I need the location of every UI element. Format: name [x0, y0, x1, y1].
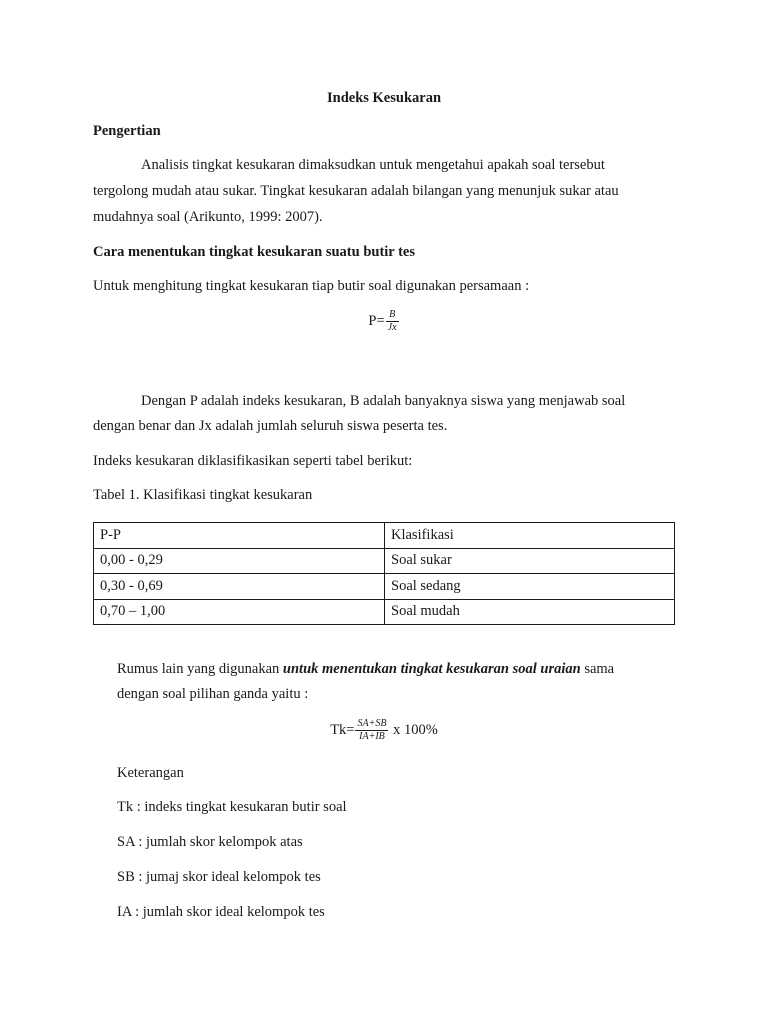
paragraph-line: dengan benar dan Jx adalah jumlah seluruh siswa peserta tes.: [93, 418, 448, 434]
fraction: [355, 719, 388, 742]
keterangan-item: SB : jumaj skor ideal kelompok tes: [117, 869, 321, 885]
keterangan-label: Keterangan: [117, 765, 184, 781]
fraction-denominator: Jx: [387, 322, 397, 333]
table-row: [94, 574, 675, 600]
paragraph-line: mudahnya soal (Arikunto, 1999: 2007).: [93, 209, 323, 225]
table-cell: Soal sukar: [385, 548, 675, 574]
formula-p: [0, 310, 768, 333]
page-title: Indeks Kesukaran: [326, 90, 442, 106]
formula-lhs: Tk=: [330, 721, 355, 738]
keterangan-item: IA : jumlah skor ideal kelompok tes: [117, 904, 325, 920]
fraction: [386, 310, 399, 333]
text-run: sama: [580, 661, 615, 677]
table-cell: Soal sedang: [385, 574, 675, 600]
table-header-cell: Klasifikasi: [385, 523, 675, 549]
table-caption: Tabel 1. Klasifikasi tingkat kesukaran: [93, 487, 313, 503]
emphasized-text: untuk menentukan tingkat kesukaran soal uraian: [282, 661, 581, 677]
section-heading-pengertian: Pengertian: [93, 123, 161, 139]
table-cell: 0,70 – 1,00: [94, 599, 385, 625]
fraction-numerator: B: [386, 310, 399, 322]
classification-intro: Indeks kesukaran diklasifikasikan seperti tabel berikut:: [93, 453, 413, 469]
table-cell: Soal mudah: [385, 599, 675, 625]
text-run: Rumus lain yang digunakan: [117, 661, 283, 677]
paragraph-line: dengan soal pilihan ganda yaitu :: [117, 686, 309, 702]
table-cell: 0,00 - 0,29: [94, 548, 385, 574]
table-header-cell: P-P: [94, 523, 385, 549]
paragraph-line: tergolong mudah atau sukar. Tingkat kesukaran adalah bilangan yang menunjuk sukar atau: [93, 183, 619, 199]
fraction-denominator: IA+IB: [359, 731, 385, 742]
section-heading-cara: Cara menentukan tingkat kesukaran suatu butir tes: [93, 244, 416, 260]
classification-table: [93, 522, 675, 625]
table-row: [94, 548, 675, 574]
table-header-row: [94, 523, 675, 549]
formula-intro: Untuk menghitung tingkat kesukaran tiap butir soal digunakan persamaan :: [93, 278, 530, 294]
formula-lhs: P=: [368, 312, 385, 329]
keterangan-item: Tk : indeks tingkat kesukaran butir soal: [117, 799, 347, 815]
table-cell: 0,30 - 0,69: [94, 574, 385, 600]
keterangan-item: SA : jumlah skor kelompok atas: [117, 834, 303, 850]
paragraph-line: Analisis tingkat kesukaran dimaksudkan untuk mengetahui apakah soal tersebut: [141, 157, 605, 173]
formula-suffix: x 100%: [389, 721, 438, 738]
fraction-numerator: SA+SB: [357, 718, 387, 729]
formula-tk: [0, 719, 768, 742]
paragraph-line: [117, 661, 614, 678]
table-row: [94, 599, 675, 625]
paragraph-line: Dengan P adalah indeks kesukaran, B adalah banyaknya siswa yang menjawab soal: [141, 393, 626, 409]
